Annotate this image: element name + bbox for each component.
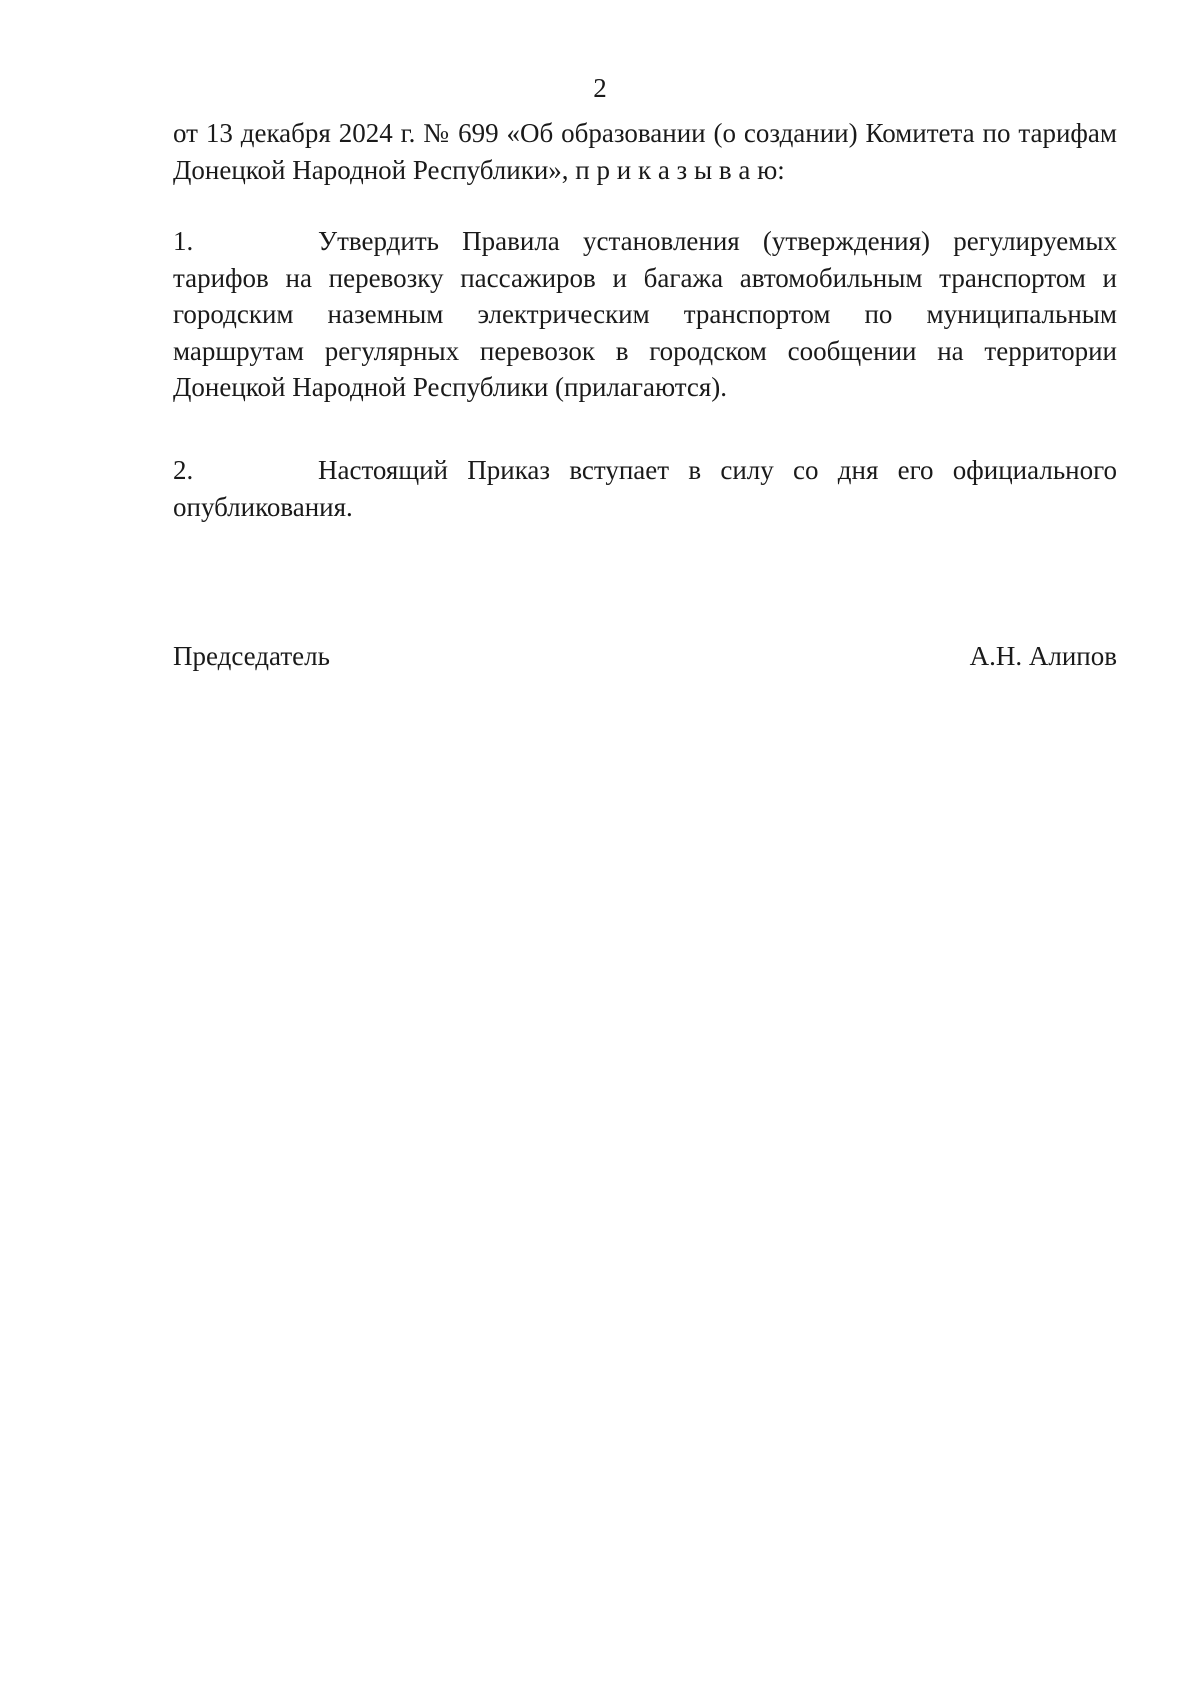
- item-text: Настоящий Приказ вступает в силу со дня его официального опубликования.: [173, 455, 1117, 522]
- intro-paragraph: [173, 115, 1117, 188]
- item-number: 2.: [173, 455, 194, 485]
- signatory-position: Председатель: [173, 641, 330, 671]
- order-item-1: [173, 223, 1117, 406]
- item-number: 1.: [173, 226, 194, 256]
- order-word: п р и к а з ы в а ю:: [575, 154, 785, 185]
- intro-text: от 13 декабря 2024 г. № 699 «Об образовании (о создании) Комитета по тарифам Донецкой Народной Республики»,: [173, 118, 1117, 185]
- signatory-name: А.Н. Алипов: [969, 641, 1117, 671]
- order-item-2: [173, 452, 1117, 525]
- page-number: 2: [593, 73, 607, 103]
- item-text: Утвердить Правила установления (утверждения) регулируемых тарифов на перевозку пассажиров и багажа автомобильным транспортом и городским наземным электрическим транспортом по муниципальным маршрутам регулярных перевозок в городском сообщении на территории Донецкой Народной Республики (прилагаются).: [173, 226, 1117, 402]
- signature-block: [173, 638, 1117, 674]
